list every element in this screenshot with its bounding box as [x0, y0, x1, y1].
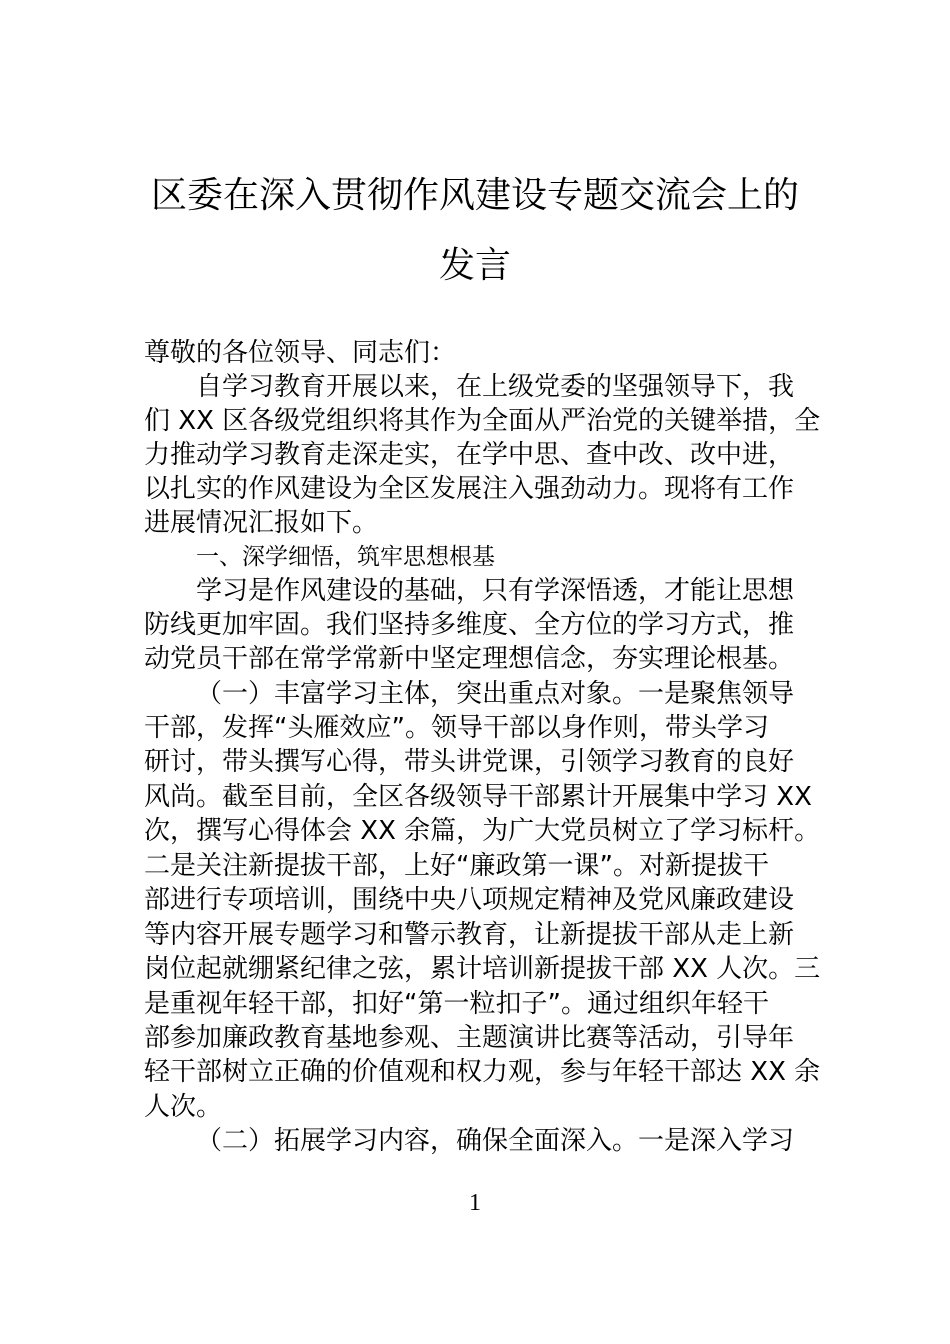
body-line: 部参加廉政教育基地参观、主题演讲比赛等活动，引导年 [144, 1023, 795, 1053]
body-line: 等内容开展专题学习和警示教育，让新提拔干部从走上新 [144, 920, 795, 950]
body-line: （二）拓展学习内容，确保全面深入。一是深入学习 [196, 1126, 795, 1156]
body-line: 岗位起就绷紧纪律之弦，累计培训新提拔干部 XX 人次。三 [144, 954, 821, 984]
section-heading: 一、深学细悟，筑牢思想根基 [196, 544, 495, 570]
body-line: 研讨，带头撰写心得，带头讲党课，引领学习教育的良好 [144, 747, 795, 777]
body-line: 防线更加牢固。我们坚持多维度、全方位的学习方式，推 [144, 610, 795, 640]
document-title-line-2: 发言 [438, 245, 511, 286]
body-line: 动党员干部在常学常新中坚定理想信念，夯实理论根基。 [144, 644, 795, 674]
body-line: 以扎实的作风建设为全区发展注入强劲动力。现将有工作 [144, 474, 795, 504]
body-line: 干部，发挥“头雁效应”。领导干部以身作则，带头学习 [144, 713, 769, 743]
body-line: 们 XX 区各级党组织将其作为全面从严治党的关键举措，全 [144, 406, 821, 436]
body-line: 人次。 [144, 1092, 223, 1122]
body-line: 进展情况汇报如下。 [144, 508, 379, 538]
document-title-line-1: 区委在深入贯彻作风建设专题交流会上的 [150, 175, 799, 216]
page-number: 1 [469, 1190, 481, 1216]
body-line: 力推动学习教育走深走实，在学中思、查中改、改中进， [144, 440, 795, 470]
body-line: 是重视年轻干部，扣好“第一粒扣子”。通过组织年轻干 [144, 989, 769, 1019]
salutation: 尊敬的各位领导、同志们： [144, 338, 457, 368]
body-line: 学习是作风建设的基础，只有学深悟透，才能让思想 [196, 576, 795, 606]
body-line: 轻干部树立正确的价值观和权力观，参与年轻干部达 XX 余 [144, 1057, 821, 1087]
body-line: 风尚。截至目前，全区各级领导干部累计开展集中学习 XX [144, 782, 812, 812]
body-line: 自学习教育开展以来，在上级党委的坚强领导下，我 [196, 372, 795, 402]
body-line: （一）丰富学习主体，突出重点对象。一是聚焦领导 [196, 679, 795, 709]
body-line: 次，撰写心得体会 XX 余篇，为广大党员树立了学习标杆。 [144, 816, 821, 846]
body-line: 二是关注新提拔干部，上好“廉政第一课”。对新提拔干 [144, 851, 769, 881]
body-line: 部进行专项培训，围绕中央八项规定精神及党风廉政建设 [144, 885, 795, 915]
